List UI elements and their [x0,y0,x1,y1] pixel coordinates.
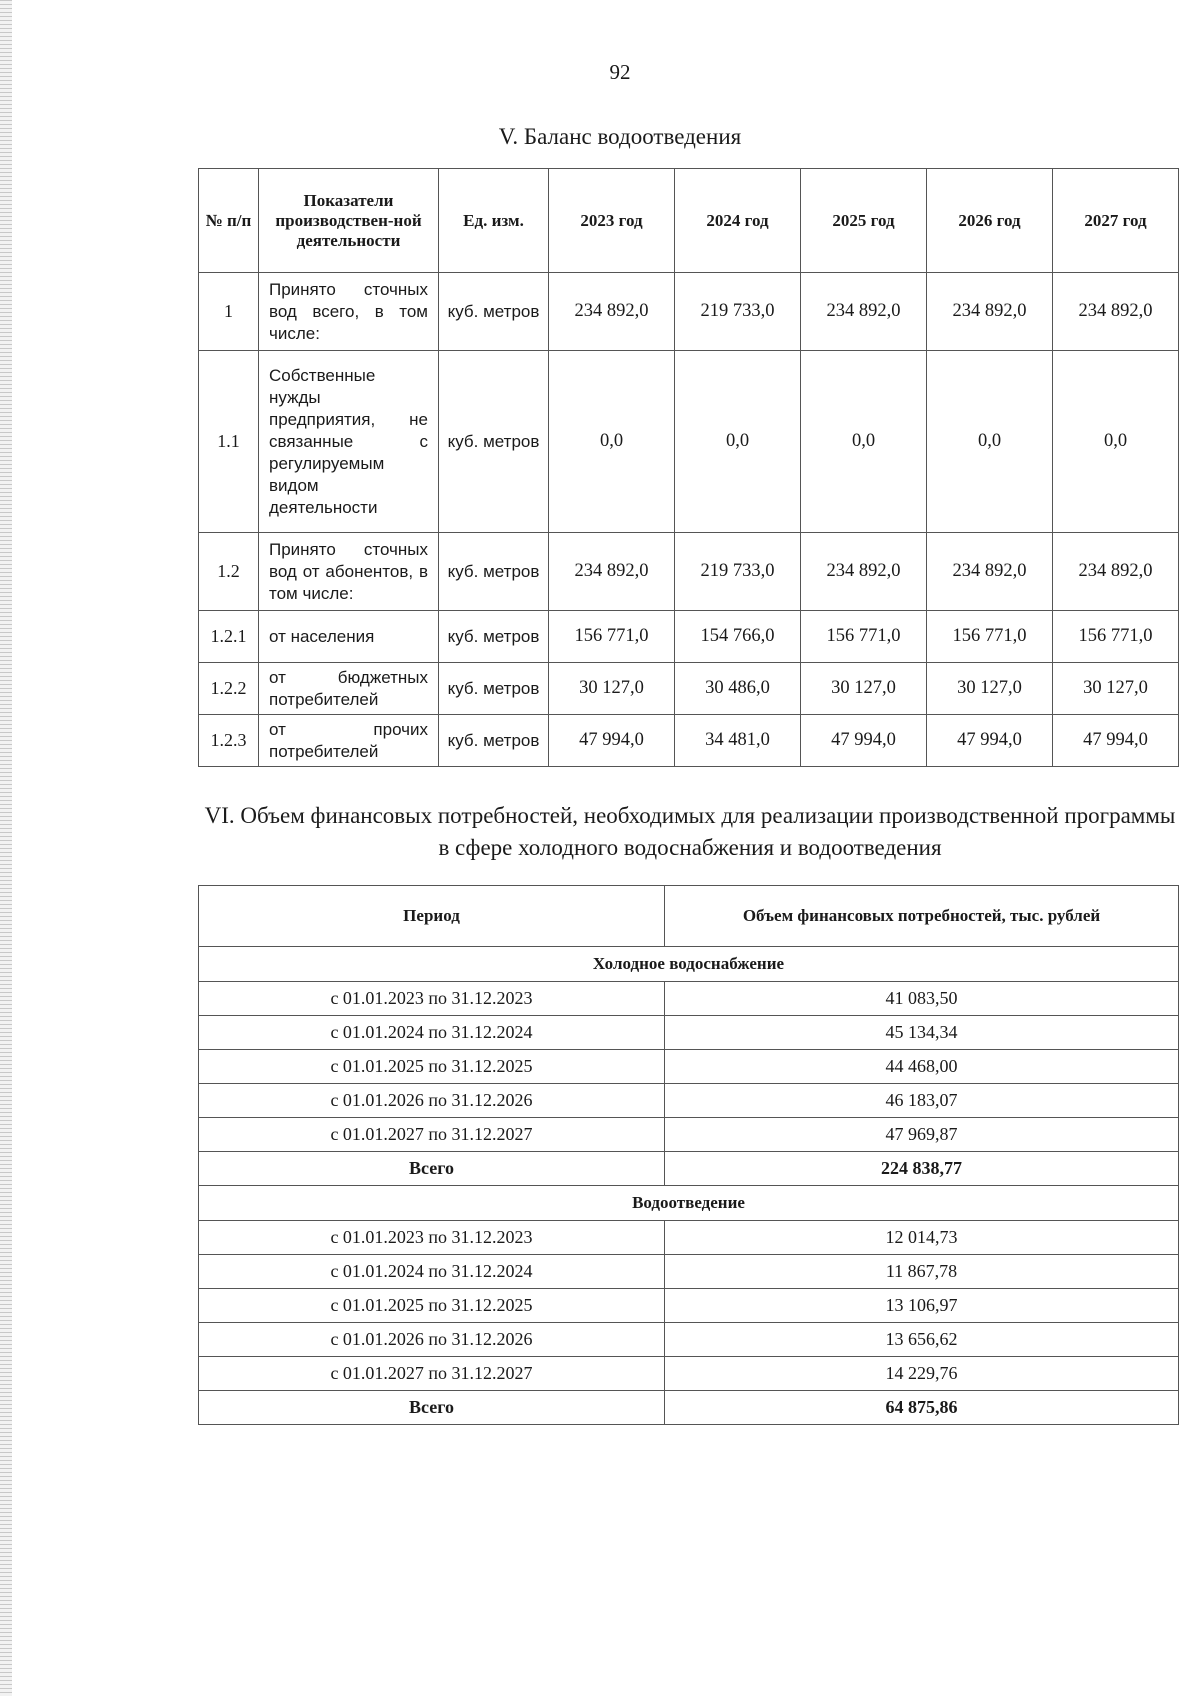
header-2025: 2025 год [801,169,927,273]
value-2025: 30 127,0 [801,663,927,715]
row-unit: куб. метров [439,533,549,611]
value-2026: 234 892,0 [927,533,1053,611]
value-2024: 30 486,0 [675,663,801,715]
value-2023: 30 127,0 [549,663,675,715]
header-no: № п/п [199,169,259,273]
value-2023: 234 892,0 [549,533,675,611]
row-indicator: от бюджетных потребителей [259,663,439,715]
period-cell: с 01.01.2027 по 31.12.2027 [199,1357,665,1391]
value-2024: 219 733,0 [675,533,801,611]
period-cell: с 01.01.2026 по 31.12.2026 [199,1084,665,1118]
header-2024: 2024 год [675,169,801,273]
value-2026: 156 771,0 [927,611,1053,663]
table-row [199,663,1179,715]
header-indicator: Показатели производствен-ной деятельности [259,169,439,273]
page-number: 92 [609,60,631,84]
table-row [199,1255,1179,1289]
period-cell: с 01.01.2024 по 31.12.2024 [199,1016,665,1050]
row-no: 1 [199,273,259,351]
value-2027: 0,0 [1053,351,1179,533]
value-2024: 34 481,0 [675,715,801,767]
amount-cell: 13 656,62 [665,1323,1179,1357]
value-2023: 47 994,0 [549,715,675,767]
period-cell: с 01.01.2023 по 31.12.2023 [199,982,665,1016]
total-value: 224 838,77 [665,1152,1179,1186]
value-2023: 234 892,0 [549,273,675,351]
scan-edge-artifact [0,0,12,1696]
header-amount: Объем финансовых потребностей, тыс. рублей [665,886,1179,947]
value-2026: 234 892,0 [927,273,1053,351]
value-2027: 234 892,0 [1053,533,1179,611]
value-2025: 234 892,0 [801,273,927,351]
row-unit: куб. метров [439,351,549,533]
section-5-title: V. Баланс водоотведения [498,124,742,149]
amount-cell: 13 106,97 [665,1289,1179,1323]
amount-cell: 45 134,34 [665,1016,1179,1050]
value-2026: 47 994,0 [927,715,1053,767]
row-no: 1.2.1 [199,611,259,663]
row-no: 1.1 [199,351,259,533]
value-2027: 234 892,0 [1053,273,1179,351]
period-cell: с 01.01.2025 по 31.12.2025 [199,1289,665,1323]
row-indicator: Собственные нужды предприятия, не связанные с регулируемым видом деятельности [259,351,439,533]
header-period: Период [199,886,665,947]
value-2023: 156 771,0 [549,611,675,663]
table-row [199,1050,1179,1084]
row-unit: куб. метров [439,663,549,715]
group-heading-cold-water: Холодное водоснабжение [199,947,1179,982]
table-row [199,1016,1179,1050]
table-row [199,611,1179,663]
value-2024: 219 733,0 [675,273,801,351]
table-row [199,1084,1179,1118]
amount-cell: 11 867,78 [665,1255,1179,1289]
total-label: Всего [199,1152,665,1186]
header-unit: Ед. изм. [439,169,549,273]
table-row [199,715,1179,767]
section-6-title: VI. Объем финансовых потребностей, необходимых для реализации производственной программы в сфере холодного водоснабжения и водоотведения [204,803,1176,860]
value-2025: 0,0 [801,351,927,533]
total-value: 64 875,86 [665,1391,1179,1425]
row-no: 1.2.3 [199,715,259,767]
row-indicator: от населения [259,611,439,663]
value-2023: 0,0 [549,351,675,533]
total-row [199,1391,1179,1425]
row-no: 1.2 [199,533,259,611]
group-heading-wastewater: Водоотведение [199,1186,1179,1221]
financial-needs-table [198,885,1179,1425]
section-row [199,947,1179,982]
amount-cell: 47 969,87 [665,1118,1179,1152]
value-2026: 30 127,0 [927,663,1053,715]
total-label: Всего [199,1391,665,1425]
table-row [199,982,1179,1016]
row-unit: куб. метров [439,273,549,351]
table-row [199,1118,1179,1152]
total-row [199,1152,1179,1186]
value-2025: 156 771,0 [801,611,927,663]
row-indicator: Принято сточных вод от абонентов, в том числе: [259,533,439,611]
amount-cell: 44 468,00 [665,1050,1179,1084]
row-indicator: Принято сточных вод всего, в том числе: [259,273,439,351]
period-cell: с 01.01.2026 по 31.12.2026 [199,1323,665,1357]
value-2027: 156 771,0 [1053,611,1179,663]
value-2024: 0,0 [675,351,801,533]
value-2027: 47 994,0 [1053,715,1179,767]
row-no: 1.2.2 [199,663,259,715]
header-2027: 2027 год [1053,169,1179,273]
table-row [199,273,1179,351]
value-2026: 0,0 [927,351,1053,533]
table-row [199,1221,1179,1255]
header-2023: 2023 год [549,169,675,273]
table-row [199,1357,1179,1391]
row-indicator: от прочих потребителей [259,715,439,767]
section-row [199,1186,1179,1221]
amount-cell: 14 229,76 [665,1357,1179,1391]
table-header-row [199,886,1179,947]
period-cell: с 01.01.2027 по 31.12.2027 [199,1118,665,1152]
value-2025: 47 994,0 [801,715,927,767]
period-cell: с 01.01.2025 по 31.12.2025 [199,1050,665,1084]
amount-cell: 41 083,50 [665,982,1179,1016]
table-header-row [199,169,1179,273]
amount-cell: 12 014,73 [665,1221,1179,1255]
period-cell: с 01.01.2024 по 31.12.2024 [199,1255,665,1289]
table-row [199,1323,1179,1357]
value-2027: 30 127,0 [1053,663,1179,715]
header-2026: 2026 год [927,169,1053,273]
table-row [199,533,1179,611]
value-2024: 154 766,0 [675,611,801,663]
value-2025: 234 892,0 [801,533,927,611]
table-row [199,1289,1179,1323]
row-unit: куб. метров [439,611,549,663]
row-unit: куб. метров [439,715,549,767]
wastewater-balance-table [198,168,1179,767]
amount-cell: 46 183,07 [665,1084,1179,1118]
period-cell: с 01.01.2023 по 31.12.2023 [199,1221,665,1255]
table-row [199,351,1179,533]
